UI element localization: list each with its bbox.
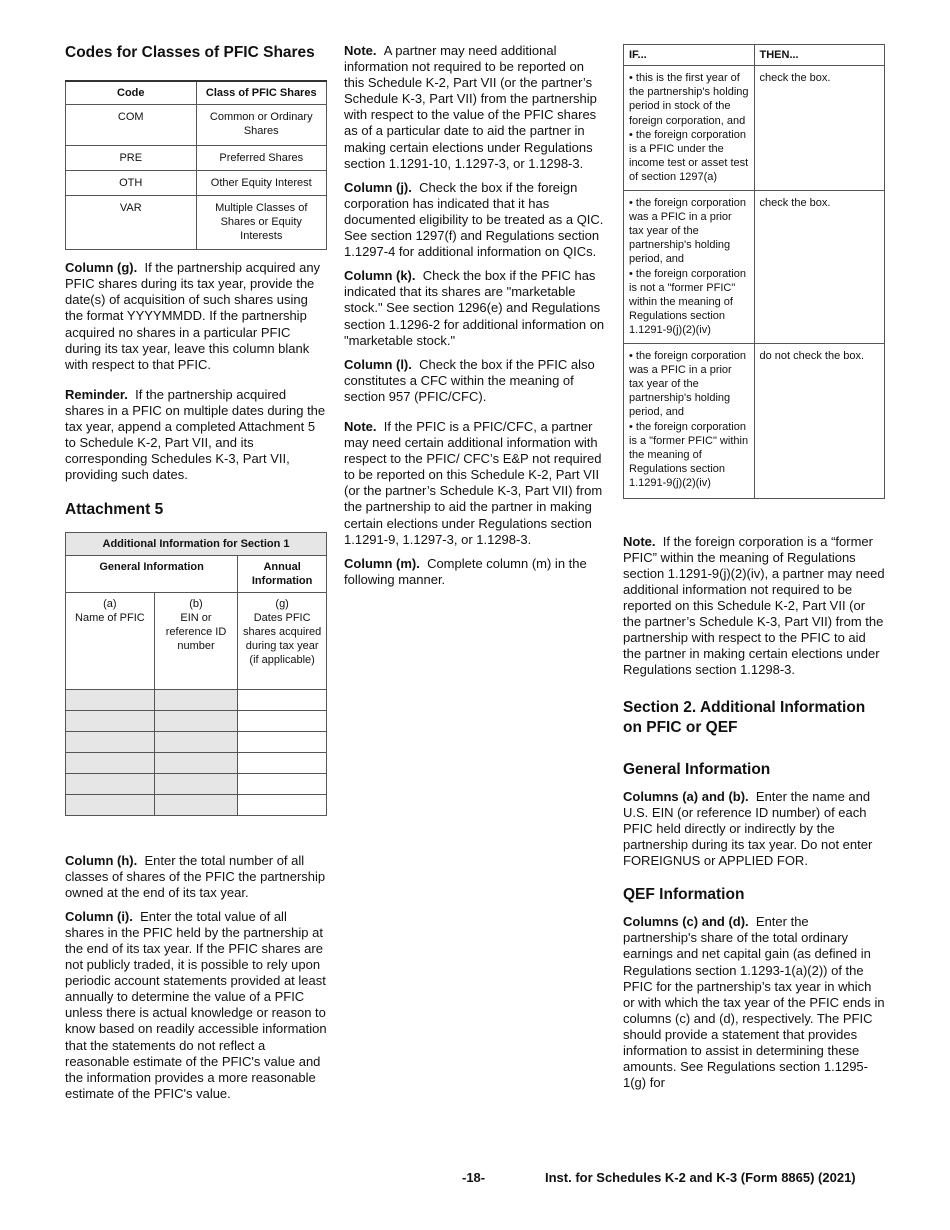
att-col-a-label: Name of PFIC xyxy=(75,611,145,624)
column-g-paragraph xyxy=(65,260,327,373)
reminder-paragraph xyxy=(65,387,327,484)
table-row xyxy=(66,752,327,773)
att-group-annual: Annual Information xyxy=(238,555,327,592)
att-group-general: General Information xyxy=(66,555,238,592)
if-condition: • the foreign corporation is a PFIC under the income test or asset test of section 1297(a) xyxy=(629,128,749,184)
table-row xyxy=(66,731,327,752)
columns-cd-paragraph xyxy=(623,914,885,1091)
column-1 xyxy=(65,40,327,1102)
blank-cell xyxy=(66,689,155,710)
blank-cell xyxy=(66,752,155,773)
column-3 xyxy=(623,44,885,1091)
table-row xyxy=(624,66,885,191)
table-row xyxy=(66,710,327,731)
if-condition: • the foreign corporation was a PFIC in a prior tax year of the partnership's holding period, and xyxy=(629,349,746,419)
blank-cell xyxy=(66,710,155,731)
columns-ab-paragraph xyxy=(623,789,885,869)
blank-cell xyxy=(238,689,327,710)
att-title: Additional Information for Section 1 xyxy=(66,532,327,555)
note-2-paragraph xyxy=(344,419,606,548)
column-i-text: Enter the total value of all shares in the PFIC held by the partnership at the end of its tax year. If the PFIC shares are not publicly traded, it is possible to rely upon periodic account statements provided at least annually to determine the value of a PFIC unless there is actual knowledge or reason to know based on readily accessible information that the statements do not reflect a reasonable estimate of the PFIC's value and the information provides a more reasonable estimate of the PFIC's value. xyxy=(65,908,327,1101)
note-3-text: If the foreign corporation is a “former PFIC” within the meaning of Regulations section 1.1291-9(j)(2)(iv), a partner may need additional information not required to be reported on this Schedule K-2, Part VII (or the partner’s Schedule K-3, Part VII) from the partnership with respect to the PFIC to aid the partner in making certain elections under Regulations section 1.1298-3. xyxy=(623,533,885,678)
table-row xyxy=(66,105,327,146)
codes-table-header xyxy=(66,81,327,105)
column-l-paragraph xyxy=(344,357,606,405)
column-m-text: Complete column (m) in the following manner. xyxy=(344,555,587,587)
class-cell: Multiple Classes of Shares or Equity Interests xyxy=(196,196,327,250)
code-cell: VAR xyxy=(66,196,197,250)
code-cell: OTH xyxy=(66,171,197,196)
column-l-lead: Column (l). xyxy=(344,356,412,372)
columns-cd-lead: Columns (c) and (d). xyxy=(623,914,749,930)
att-col-b xyxy=(154,592,238,689)
document-title: Inst. for Schedules K-2 and K-3 (Form 8865) (2021) xyxy=(545,1170,856,1185)
column-m-lead: Column (m). xyxy=(344,555,420,571)
if-cell xyxy=(624,66,755,191)
column-j-lead: Column (j). xyxy=(344,179,412,195)
note-1-paragraph xyxy=(344,43,606,172)
code-cell: PRE xyxy=(66,146,197,171)
table-row xyxy=(624,190,885,343)
column-i-lead: Column (i). xyxy=(65,908,133,924)
column-h-paragraph xyxy=(65,853,327,901)
if-then-table xyxy=(623,44,885,499)
if-cell xyxy=(624,190,755,343)
att-col-g xyxy=(238,592,327,689)
blank-cell xyxy=(66,794,155,815)
codes-heading: Codes for Classes of PFIC Shares xyxy=(65,44,315,61)
blank-cell xyxy=(154,773,238,794)
if-condition: • the foreign corporation is a "former PFIC" within the meaning of Regulations section 1.1291-9(j)(2)(iv) xyxy=(629,420,749,490)
codes-header-code: Code xyxy=(66,81,197,105)
column-j-paragraph xyxy=(344,180,606,260)
note-2-text: If the PFIC is a PFIC/CFC, a partner may need certain additional information with respect to the PFIC/ CFC’s E&P not required to be reported on this Schedule K-2, Part VII (or the partner’s Schedule K-3, Part VII) from the partnership to aid the partner in making certain elections under Regulations section 1.1291-9, 1.1297-3, or 1.1298-3. xyxy=(344,418,603,547)
column-k-text: Check the box if the PFIC has indicated that its shares are "marketable stock." See section 1296(e) and Regulations section 1.1296-2 for additional information on "marketable stock." xyxy=(344,268,605,348)
columns-cd-text: Enter the partnership's share of the total ordinary earnings and net capital gain (as defined in Regulations section 1.1293-1(a)(2)) of the PFIC for the partnership’s tax year in which or with which the tax year of the PFIC ends in columns (c) and (d), respectively. The PFIC should provide a statement that provides information to assist in determining these amounts. See Regulations section 1.1295-1(g) for xyxy=(623,914,885,1091)
att-group-row xyxy=(66,555,327,592)
att-col-g-label: Dates PFIC shares acquired during tax year (if applicable) xyxy=(242,611,322,666)
then-cell: check the box. xyxy=(754,190,885,343)
column-i-paragraph xyxy=(65,909,327,1102)
codes-table xyxy=(65,80,327,250)
qef-information-heading: QEF Information xyxy=(623,886,745,904)
column-k-lead: Column (k). xyxy=(344,268,416,284)
class-cell: Preferred Shares xyxy=(196,146,327,171)
blank-cell xyxy=(154,710,238,731)
blank-cell xyxy=(238,731,327,752)
column-j-text: Check the box if the foreign corporation has indicated that it has documented eligibility to be treated as a QIC. See section 1297(f) and Regulations section 1.1297-4 for additional information on QICs. xyxy=(344,179,604,260)
class-cell: Common or Ordinary Shares xyxy=(196,105,327,146)
column-k-paragraph xyxy=(344,268,606,348)
if-then-header xyxy=(624,45,885,66)
columns-ab-lead: Columns (a) and (b). xyxy=(623,788,749,804)
note-1-text: A partner may need additional information not required to be reported on this Schedule K-2, Part VII (or the partner’s Schedule K-3, Part VII) from the partnership with respect to the value of the PFIC shares as of a particular date to aid the partner in making certain elections under Regulations section 1.1291-10, 1.1297-3, or 1.1298-3. xyxy=(344,43,597,171)
att-col-b-letter: (b) xyxy=(189,597,203,610)
att-col-a-letter: (a) xyxy=(103,597,117,610)
note-3-paragraph xyxy=(623,534,885,679)
then-header: THEN... xyxy=(754,45,885,66)
att-col-b-label: EIN or reference ID number xyxy=(165,611,227,652)
table-row xyxy=(66,171,327,196)
codes-header-class: Class of PFIC Shares xyxy=(196,81,327,105)
code-cell: COM xyxy=(66,105,197,146)
columns-ab-text: Enter the name and U.S. EIN (or reference ID number) of each PFIC held directly or indirectly by the partnership during its tax year. Do not enter FOREIGNUS or APPLIED FOR. xyxy=(623,788,873,869)
then-cell: do not check the box. xyxy=(754,343,885,498)
if-condition: • the foreign corporation was a PFIC in a prior tax year of the partnership's holding period, and xyxy=(629,196,746,266)
attachment-5-table xyxy=(65,532,327,816)
then-cell: check the box. xyxy=(754,66,885,191)
column-g-lead: Column (g). xyxy=(65,260,138,276)
table-row xyxy=(66,794,327,815)
blank-cell xyxy=(154,794,238,815)
column-m-paragraph xyxy=(344,556,606,588)
page-number: -18- xyxy=(462,1170,486,1185)
reminder-text: If the partnership acquired shares in a PFIC on multiple dates during the tax year, append a completed Attachment 5 to Schedule K-2, Part VII, and its corresponding Schedules K-3, Part VII, providing such dates. xyxy=(65,386,326,483)
table-row xyxy=(66,689,327,710)
class-cell: Other Equity Interest xyxy=(196,171,327,196)
note-2-lead: Note. xyxy=(344,418,377,434)
general-information-heading: General Information xyxy=(623,760,771,778)
blank-cell xyxy=(66,731,155,752)
attachment-heading: Attachment 5 xyxy=(65,501,164,519)
if-header: IF... xyxy=(624,45,755,66)
if-condition: • the foreign corporation is not a "former PFIC" within the meaning of Regulations section 1.1291-9(j)(2)(iv) xyxy=(629,267,746,337)
att-col-g-letter: (g) xyxy=(275,597,289,610)
att-col-a xyxy=(66,592,155,689)
table-row xyxy=(66,196,327,250)
att-title-row xyxy=(66,532,327,555)
table-row xyxy=(624,343,885,498)
blank-cell xyxy=(154,689,238,710)
column-h-lead: Column (h). xyxy=(65,852,138,868)
blank-cell xyxy=(238,752,327,773)
if-cell xyxy=(624,343,755,498)
table-row xyxy=(66,773,327,794)
note-1-lead: Note. xyxy=(344,43,377,58)
note-3-lead: Note. xyxy=(623,533,656,549)
section-2-heading: Section 2. Additional Information on PFIC or QEF xyxy=(623,698,866,736)
reminder-lead: Reminder. xyxy=(65,386,128,402)
blank-cell xyxy=(238,794,327,815)
blank-cell xyxy=(66,773,155,794)
column-g-text: If the partnership acquired any PFIC shares during its tax year, provide the date(s) of acquisition of such shares using the format YYYYMMDD. If the partnership acquired no shares in a particular PFIC during its tax year, leave this column blank with respect to that PFIC. xyxy=(65,260,321,372)
blank-cell xyxy=(154,752,238,773)
column-h-text: Enter the total number of all classes of shares of the PFIC the partnership owned at the end of its tax year. xyxy=(65,852,326,900)
if-condition: • this is the first year of the partnership's holding period in stock of the foreign corporation, and xyxy=(629,72,749,127)
att-colhead-row xyxy=(66,592,327,689)
blank-cell xyxy=(238,773,327,794)
column-l-text: Check the box if the PFIC also constitutes a CFC within the meaning of section 957 (PFIC/CFC). xyxy=(344,356,595,404)
column-2 xyxy=(344,40,606,588)
blank-cell xyxy=(154,731,238,752)
table-row xyxy=(66,146,327,171)
blank-cell xyxy=(238,710,327,731)
